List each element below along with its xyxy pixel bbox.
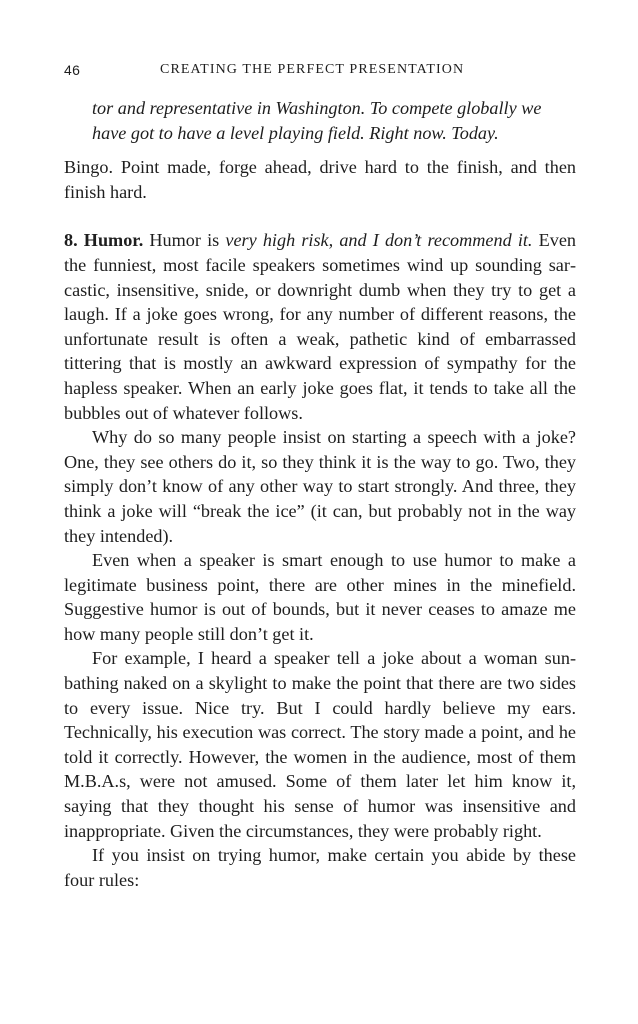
quote-line-1: tor and representative in Washington. To compete globally we: [92, 98, 542, 118]
humor-rest-text: Even the funniest, most facile speakers sometimes wind up sounding sarcastic, insensitive, snide, or downright dumb when they try to get a laugh. If a joke goes wrong, for any number of different reasons, the unfortunate result is often a weak, pathetic kind of embarrassed tittering that is mostly an awkward expression of sympathy for the hapless speaker. When an early joke goes flat, it tends to take all the bubbles out of whatever follows.: [64, 230, 576, 423]
paragraph-bingo: Bingo. Point made, forge ahead, drive hard to the finish, and then finish hard.: [64, 157, 576, 202]
quote-line-2: have got to have a level playing field. Right now. Today.: [92, 122, 499, 143]
page-number: 46: [64, 62, 81, 78]
body-text: [64, 96, 576, 892]
paragraph-humor: [64, 228, 576, 425]
paragraph-why: Why do so many people insist on starting a speech with a joke? One, they see others do it, so they think it is the way to go. Two, they simply don’t know of any other way to start strongly. And three, they think a joke will “break the ice” (it can, but probably not in the way they intended).: [64, 427, 576, 546]
paragraph-example: For example, I heard a speaker tell a joke about a woman sunbathing naked on a skylight to make the point that there are two sides to every issue. Nice try. But I could hardly believe my ears. Technically, his execution was correct. The story made a point, and he told it correctly. However, the women in the audience, most of them M.B.A.s, were not amused. Some of them later let him know it, saying that they thought his sense of humor was insensitive and inappropriate. Given the circumstances, they were probably right.: [64, 648, 576, 841]
section-heading-humor: 8. Humor.: [64, 230, 144, 251]
quote-block: [92, 96, 576, 145]
running-title: CREATING THE PERFECT PRESENTATION: [160, 62, 465, 77]
paragraph-even: Even when a speaker is smart enough to use humor to make a legitimate business point, there are other mines in the minefield. Suggestive humor is out of bounds, but it never ceases to amaze me how many people still don’t get it.: [64, 550, 576, 644]
running-head: [64, 62, 576, 82]
humor-intro-text: Humor is: [143, 230, 226, 251]
humor-emphasis-text: very high risk, and I don’t recommend it.: [225, 230, 533, 251]
paragraph-rules: If you insist on trying humor, make certain you abide by these four rules:: [64, 845, 576, 890]
